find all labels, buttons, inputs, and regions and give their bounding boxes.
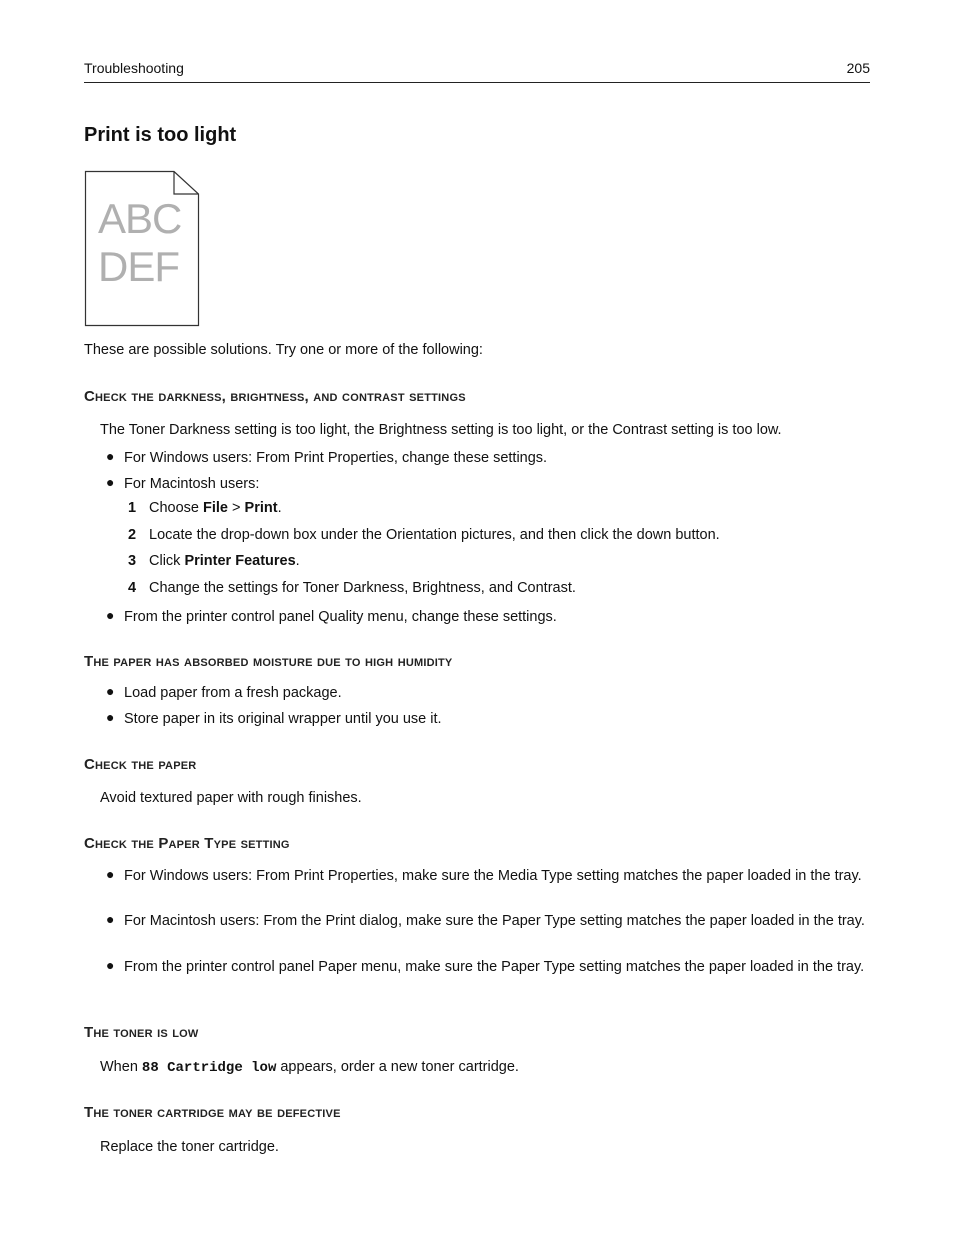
step-text: Click Printer Features. bbox=[149, 553, 300, 569]
list-item-text: For Windows users: From Print Properties, make sure the Media Type setting matches the paper loaded in the tray. bbox=[124, 868, 862, 884]
step-item bbox=[128, 500, 282, 516]
list-item bbox=[106, 709, 872, 729]
heading-moisture: The paper has absorbed moisture due to high humidity bbox=[84, 653, 453, 670]
list-item-text: For Macintosh users: From the Print dialog, make sure the Paper Type setting matches the paper loaded in the tray. bbox=[124, 913, 865, 929]
page-title: Print is too light bbox=[84, 124, 237, 146]
intro-text: These are possible solutions. Try one or more of the following: bbox=[84, 342, 483, 358]
list-item bbox=[106, 866, 872, 886]
heading-check-paper: Check the paper bbox=[84, 756, 197, 773]
heading-defective: The toner cartridge may be defective bbox=[84, 1104, 341, 1121]
paper-para: Avoid textured paper with rough finishes. bbox=[100, 790, 362, 806]
list-item-text: For Macintosh users: bbox=[124, 476, 260, 492]
darkness-para: The Toner Darkness setting is too light, the Brightness setting is too light, or the Contrast setting is too low. bbox=[100, 422, 782, 438]
toner-low-para: When 88 Cartridge low appears, order a new toner cartridge. bbox=[100, 1059, 519, 1076]
bullet-icon: ● bbox=[106, 957, 115, 973]
list-item bbox=[106, 474, 872, 494]
list-item-text: Load paper from a fresh package. bbox=[124, 685, 342, 701]
heading-paper-type: Check the Paper Type setting bbox=[84, 835, 290, 852]
step-item bbox=[128, 553, 300, 569]
bullet-icon: ● bbox=[106, 683, 115, 699]
heading-darkness: Check the darkness, brightness, and contrast settings bbox=[84, 388, 466, 405]
illustration-text-abc: ABC bbox=[98, 195, 182, 242]
step-number: 2 bbox=[128, 527, 137, 543]
bullet-icon: ● bbox=[106, 866, 115, 882]
step-number: 4 bbox=[128, 580, 137, 596]
bullet-icon: ● bbox=[106, 474, 115, 490]
page-number: 205 bbox=[846, 60, 870, 76]
list-item-text: Store paper in its original wrapper until you use it. bbox=[124, 711, 442, 727]
list-item bbox=[106, 957, 872, 977]
status-message-code: 88 Cartridge low bbox=[141, 1060, 277, 1076]
list-item bbox=[106, 683, 872, 703]
list-item-text: From the printer control panel Paper menu, make sure the Paper Type setting matches the paper loaded in the tray. bbox=[124, 959, 865, 975]
list-item bbox=[106, 448, 872, 468]
step-number: 3 bbox=[128, 553, 137, 569]
step-text: Choose File > Print. bbox=[149, 500, 282, 516]
list-item-text: From the printer control panel Quality menu, change these settings. bbox=[124, 609, 557, 625]
step-text: Locate the drop-down box under the Orientation pictures, and then click the down button. bbox=[149, 527, 720, 543]
list-item-text: For Windows users: From Print Properties, change these settings. bbox=[124, 450, 548, 466]
step-text: Change the settings for Toner Darkness, Brightness, and Contrast. bbox=[149, 580, 576, 596]
header-section: Troubleshooting bbox=[84, 60, 184, 76]
defective-para: Replace the toner cartridge. bbox=[100, 1139, 279, 1155]
bullet-icon: ● bbox=[106, 709, 115, 725]
illustration-text-def: DEF bbox=[98, 243, 179, 290]
heading-toner-low: The toner is low bbox=[84, 1024, 199, 1041]
list-item bbox=[106, 607, 872, 627]
step-item bbox=[128, 527, 720, 543]
bullet-icon: ● bbox=[106, 448, 115, 464]
page-header bbox=[84, 60, 870, 83]
step-number: 1 bbox=[128, 500, 137, 516]
list-item bbox=[106, 911, 872, 931]
bullet-icon: ● bbox=[106, 911, 115, 927]
light-print-illustration bbox=[84, 170, 200, 327]
step-item bbox=[128, 580, 576, 596]
bullet-icon: ● bbox=[106, 607, 115, 623]
